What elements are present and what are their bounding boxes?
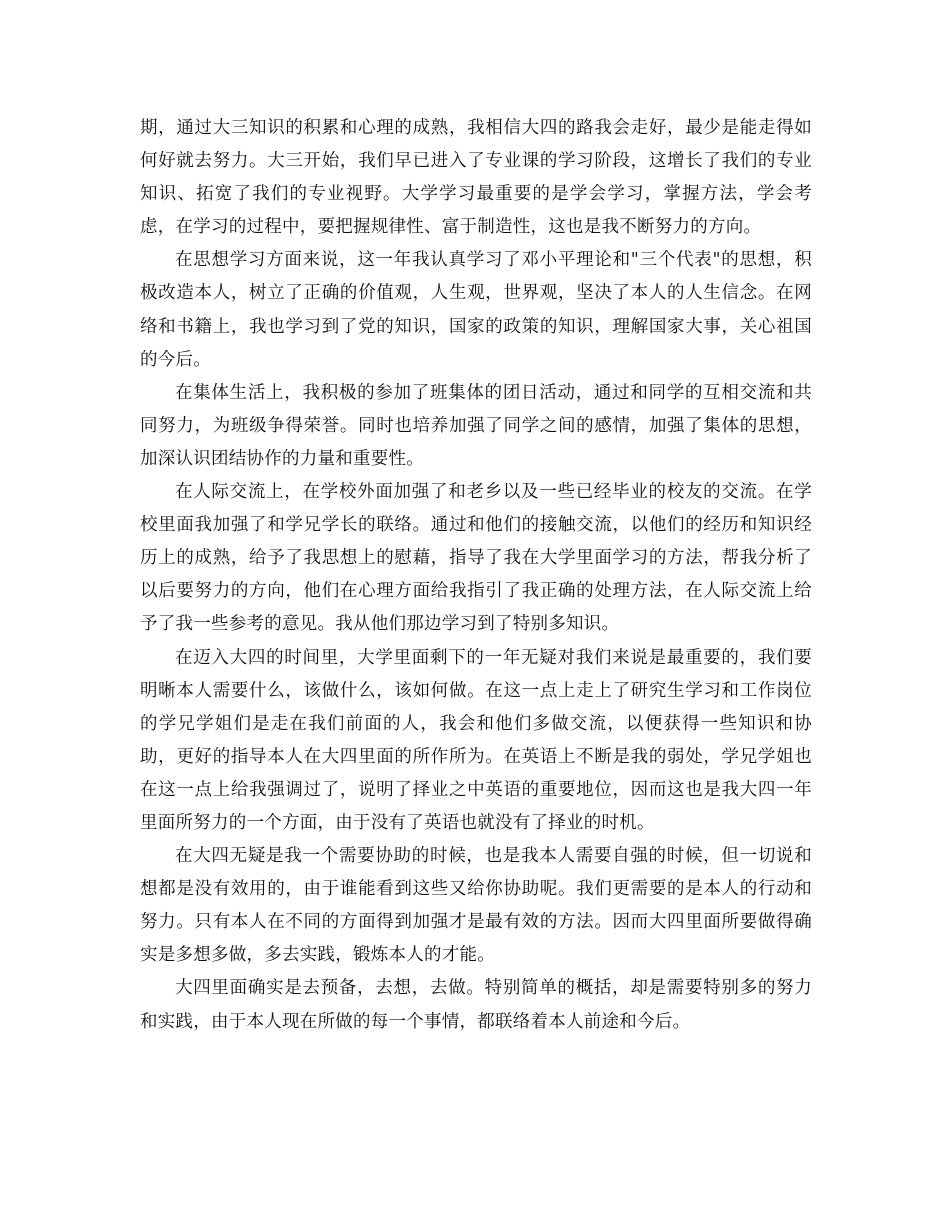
paragraph-ideology-study: 在思想学习方面来说，这一年我认真学习了邓小平理论和"三个代表"的思想，积极改造本人，树立了正确的价值观，人生观，世界观，坚决了本人的人生信念。在网络和书籍上，我也学习到了党的知识，国家的政策的知识，理解国家大事，关心祖国的今后。 [140, 250, 812, 370]
paragraph-summary: 大四里面确实是去预备，去想，去做。特别简单的概括，却是需要特别多的努力和实践，由于本人现在所做的每一个事情，都联络着本人前途和今后。 [140, 978, 812, 1032]
paragraph-collective-life: 在集体生活上，我积极的参加了班集体的团日活动，通过和同学的互相交流和共同努力，为班级争得荣誉。同时也培养加强了同学之间的感情，加强了集体的思想，加深认识团结协作的力量和重要性。 [140, 382, 812, 469]
paragraph-interpersonal: 在人际交流上，在学校外面加强了和老乡以及一些已经毕业的校友的交流。在学校里面我加强了和学兄学长的联络。通过和他们的接触交流，以他们的经历和知识经历上的成熟，给予了我思想上的慰藉，指导了我在大学里面学习的方法，帮我分析了以后要努力的方向，他们在心理方面给我指引了我正确的处理方法，在人际交流上给予了我一些参考的意见。我从他们那边学习到了特别多知识。 [140, 482, 812, 635]
paragraph-self-reliance: 在大四无疑是我一个需要协助的时候，也是我本人需要自强的时候，但一切说和想都是没有效用的，由于谁能看到这些又给你协助呢。我们更需要的是本人的行动和努力。只有本人在不同的方面得到加强才是最有效的方法。因而大四里面所要做得确实是多想多做，多去实践，锻炼本人的才能。 [140, 846, 812, 966]
paragraph-senior-year: 在迈入大四的时间里，大学里面剩下的一年无疑对我们来说是最重要的，我们要明晰本人需要什么，该做什么，该如何做。在这一点上走上了研究生学习和工作岗位的学兄学姐们是走在我们前面的人，我会和他们多做交流，以便获得一些知识和协助，更好的指导本人在大四里面的所作所为。在英语上不断是我的弱处，学兄学姐也在这一点上给我强调过了，说明了择业之中英语的重要地位，因而这也是我大四一年里面所努力的一个方面，由于没有了英语也就没有了择业的时机。 [140, 647, 812, 833]
document-body [140, 112, 812, 1039]
paragraph-continuation: 期，通过大三知识的积累和心理的成熟，我相信大四的路我会走好，最少是能走得如何好就去努力。大三开始，我们早已进入了专业课的学习阶段，这增长了我们的专业知识、拓宽了我们的专业视野。大学学习最重要的是学会学习，掌握方法，学会考虑，在学习的过程中，要把握规律性、富于制造性，这也是我不断努力的方向。 [140, 118, 812, 238]
